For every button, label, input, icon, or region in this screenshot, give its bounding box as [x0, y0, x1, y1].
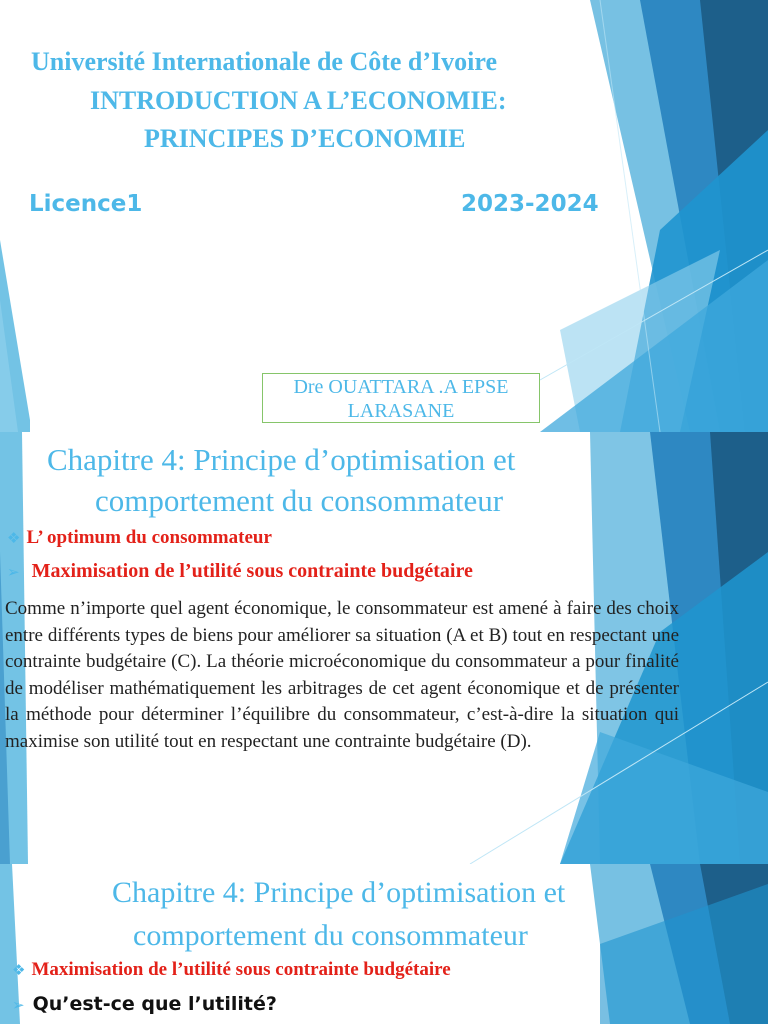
- bullet-optimum-text: L’ optimum du consommateur: [26, 527, 272, 548]
- title-slide: [0, 0, 768, 432]
- diamond-bullet-icon: ❖: [12, 961, 26, 979]
- bullet-maximisation: [7, 560, 473, 583]
- bullet-maximisation: [12, 959, 451, 981]
- utility-question-text: Qu’est-ce que l’utilité?: [32, 993, 277, 1015]
- consumer-theory-paragraph: Comme n’importe quel agent économique, le consommateur est amené à faire des choix entre différents types de biens pour améliorer sa situation (A et B) tout en respectant une contrainte budgétaire (C). La théorie microéconomique du consommateur a pour finalité de modéliser mathématiquement les arbitrages de cet agent économique et de présenter la méthode pour déterminer l’équilibre du consommateur, c’est-à-dire la situation qui maximise son utilité tout en respectant une contrainte budgétaire (D).: [5, 598, 679, 752]
- arrow-bullet-icon: ➢: [12, 996, 25, 1014]
- arrow-bullet-icon: ➢: [7, 563, 20, 581]
- chapter-title-line2: comportement du consommateur: [95, 483, 504, 518]
- diamond-bullet-icon: ❖: [7, 529, 21, 547]
- bullet-maximisation-text: Maximisation de l’utilité sous contrainte budgétaire: [31, 959, 451, 980]
- course-subtitle: PRINCIPES D’ECONOMIE: [144, 124, 466, 153]
- chapter-slide: [0, 432, 768, 864]
- author-name-suffix: LARASANE: [347, 400, 455, 422]
- chapter-slide-continued: [0, 864, 768, 1024]
- bullet-utility-question: [12, 993, 277, 1015]
- bullet-optimum: [7, 527, 272, 549]
- bullet-maximisation-text: Maximisation de l’utilité sous contrainte budgétaire: [31, 560, 473, 582]
- academic-year: 2023-2024: [461, 191, 599, 217]
- chapter-title-line1: Chapitre 4: Principe d’optimisation et: [112, 876, 566, 909]
- author-name: Dre OUATTARA .A EPSE: [293, 376, 509, 398]
- chapter-title-line2: comportement du consommateur: [133, 919, 528, 952]
- level-label: Licence1: [29, 191, 143, 217]
- chapter-title-line1: Chapitre 4: Principe d’optimisation et: [47, 442, 516, 477]
- university-name: Université Internationale de Côte d’Ivoire: [31, 47, 498, 76]
- author-box: [262, 373, 540, 423]
- course-title: INTRODUCTION A L’ECONOMIE:: [90, 86, 507, 115]
